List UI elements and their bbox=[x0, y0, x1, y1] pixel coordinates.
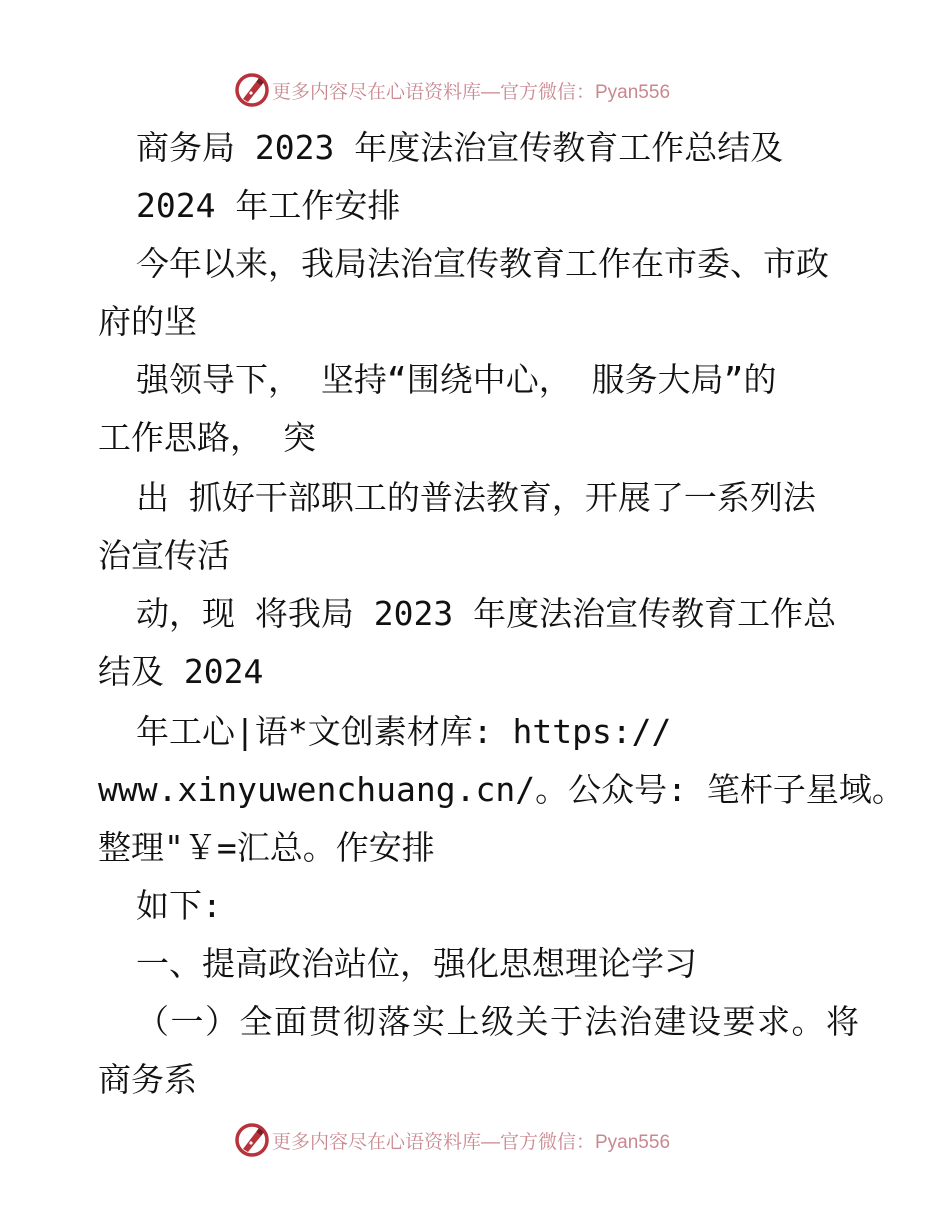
paragraph-line: 结及 2024 bbox=[98, 652, 264, 691]
paragraph-line: 府的坚 bbox=[98, 302, 197, 341]
paragraph-line: 如下: bbox=[136, 886, 222, 925]
footer-watermark-text: 更多内容尽在心语资料库—官方微信：Pyan556 bbox=[272, 1131, 671, 1153]
header-watermark-text: 更多内容尽在心语资料库—官方微信：Pyan556 bbox=[272, 81, 671, 103]
section-heading: 一、提高政治站位，强化思想理论学习 bbox=[136, 944, 697, 983]
paragraph-line: 年工心|语*文创素材库: https:// bbox=[136, 712, 672, 751]
paragraph-line: 强领导下， 坚持“围绕中心， 服务大局”的 bbox=[136, 360, 777, 399]
paragraph-line: 今年以来，我局法治宣传教育工作在市委、市政 bbox=[136, 244, 829, 283]
footer-watermark bbox=[234, 1122, 670, 1158]
paragraph-line: 动，现 将我局 2023 年度法治宣传教育工作总 bbox=[136, 594, 837, 633]
subsection-heading: （一）全面贯彻落实上级关于法治建设要求。将 bbox=[136, 1002, 861, 1041]
document-title-line-1: 商务局 2023 年度法治宣传教育工作总结及 bbox=[136, 128, 784, 167]
paragraph-line: 工作思路， 突 bbox=[98, 418, 316, 457]
paragraph-line: www.xinyuwenchuang.cn/。公众号: 笔杆子星域。 bbox=[98, 770, 905, 809]
paragraph-line: 出 抓好干部职工的普法教育，开展了一系列法 bbox=[136, 478, 816, 517]
document-title-line-2: 2024 年工作安排 bbox=[136, 186, 401, 225]
paragraph-line: 整理"￥=汇总。作安排 bbox=[98, 828, 435, 867]
paragraph-line: 商务系 bbox=[98, 1060, 197, 1099]
pen-nib-seal-icon bbox=[234, 1122, 270, 1158]
paragraph-line: 治宣传活 bbox=[98, 536, 230, 575]
